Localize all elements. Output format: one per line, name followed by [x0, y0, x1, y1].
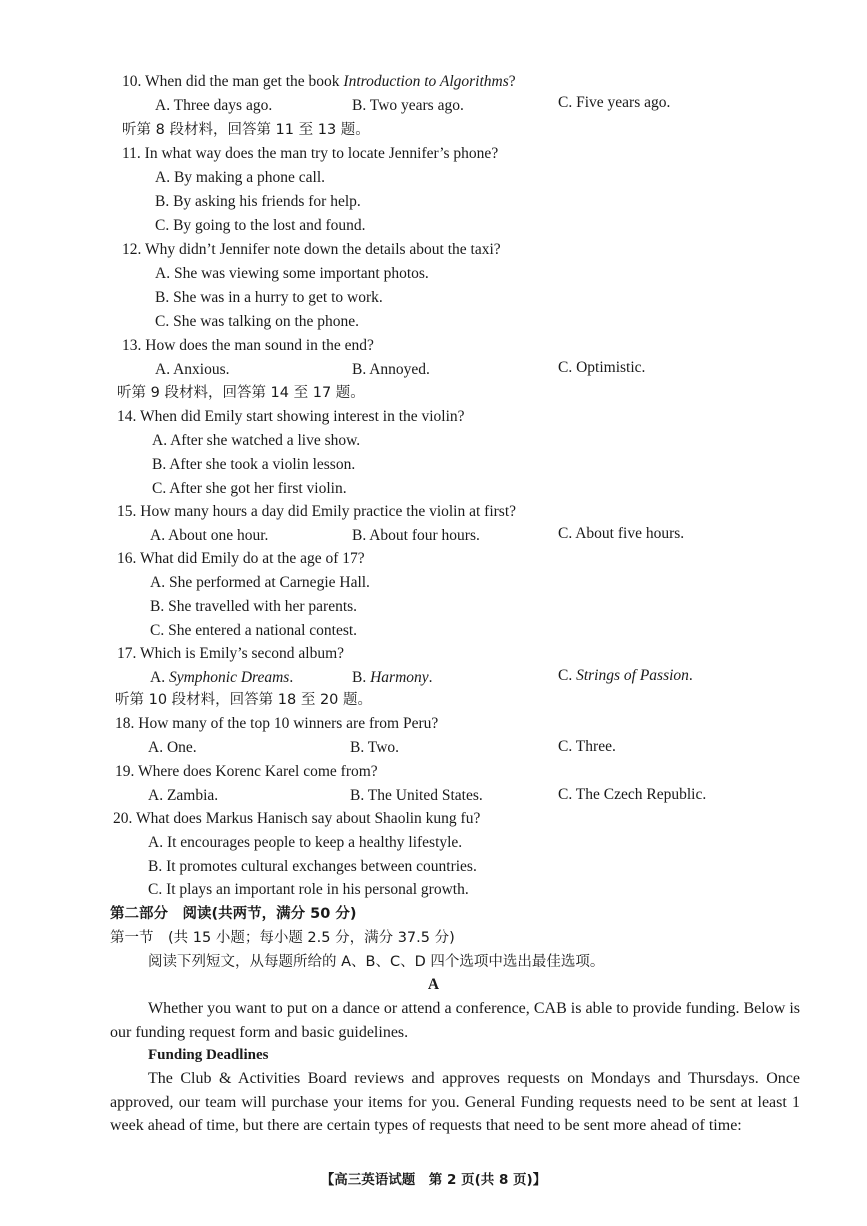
- question-11: 11. In what way does the man try to locate Jennifer’s phone?: [122, 145, 499, 162]
- q20-option-a: A. It encourages people to keep a healthy lifestyle.: [148, 834, 463, 851]
- q17-option-c: [558, 666, 693, 686]
- q16-option-c: C. She entered a national contest.: [150, 622, 358, 639]
- q15-option-a: A. About one hour.: [150, 527, 269, 544]
- q15-option-c: C. About five hours.: [558, 525, 685, 542]
- q19-option-b: B. The United States.: [350, 787, 483, 804]
- q10-option-a: A. Three days ago.: [155, 97, 273, 114]
- section-9-instruction: 听第 9 段材料，回答第 14 至 17 题。: [117, 385, 365, 401]
- passage-paragraph-2: The Club & Activities Board reviews and approves requests on Mondays and Thursdays. Once approved, our team will purchase your items for you. General Funding requests need to be sent at least 1 week ahead of time, but there are certain types of requests that need to be sent more ahead of time:: [110, 1070, 800, 1134]
- q17-option-a: [150, 668, 293, 688]
- option-end: .: [289, 669, 294, 686]
- question-12: 12. Why didn’t Jennifer note down the details about the taxi?: [122, 241, 501, 258]
- reading-instruction: 阅读下列短文，从每题所给的 A、B、C、D 四个选项中选出最佳选项。: [148, 954, 605, 970]
- section-8-instruction: 听第 8 段材料，回答第 11 至 13 题。: [122, 122, 370, 138]
- book-title: Introduction to Algorithms: [343, 73, 509, 90]
- q19-option-c: C. The Czech Republic.: [558, 786, 707, 803]
- q12-option-a: A. She was viewing some important photos.: [155, 265, 429, 282]
- q13-option-b: B. Annoyed.: [352, 361, 430, 378]
- q14-option-c: C. After she got her first violin.: [152, 480, 347, 497]
- question-17: 17. Which is Emily’s second album?: [117, 645, 345, 662]
- q11-option-c: C. By going to the lost and found.: [155, 217, 366, 234]
- question-text: 10. When did the man get the book: [122, 73, 344, 90]
- q18-option-c: C. Three.: [558, 738, 616, 755]
- question-10: [122, 72, 516, 92]
- q20-option-b: B. It promotes cultural exchanges between countries.: [148, 858, 477, 875]
- page-footer: 【高三英语试题 第 2 页(共 8 页)】: [320, 1172, 547, 1188]
- passage-label: A: [427, 976, 440, 993]
- question-19: 19. Where does Korenc Karel come from?: [115, 763, 378, 780]
- question-end: ?: [508, 73, 516, 90]
- q14-option-b: B. After she took a violin lesson.: [152, 456, 356, 473]
- option-letter: A.: [150, 669, 169, 686]
- question-13: 13. How does the man sound in the end?: [122, 337, 374, 354]
- section-10-instruction: 听第 10 段材料，回答第 18 至 20 题。: [115, 692, 373, 708]
- question-15: 15. How many hours a day did Emily practice the violin at first?: [117, 503, 517, 520]
- q12-option-b: B. She was in a hurry to get to work.: [155, 289, 383, 306]
- album-title: Symphonic Dreams: [168, 669, 290, 686]
- section-1-heading: 第一节 (共 15 小题；每小题 2.5 分，满分 37.5 分): [110, 930, 455, 946]
- passage-paragraph-1: Whether you want to put on a dance or attend a conference, CAB is able to provide funding. Below is our funding request form and basic guidelines.: [110, 1000, 800, 1041]
- funding-deadlines-heading: Funding Deadlines: [148, 1047, 269, 1063]
- q14-option-a: A. After she watched a live show.: [152, 432, 361, 449]
- q16-option-b: B. She travelled with her parents.: [150, 598, 358, 615]
- q18-option-a: A. One.: [148, 739, 197, 756]
- album-title: Harmony: [370, 669, 429, 686]
- q20-option-c: C. It plays an important role in his personal growth.: [148, 881, 469, 898]
- part-2-heading: 第二部分 阅读(共两节，满分 50 分): [110, 906, 357, 922]
- q15-option-b: B. About four hours.: [352, 527, 480, 544]
- q16-option-a: A. She performed at Carnegie Hall.: [150, 574, 370, 591]
- option-end: .: [688, 667, 693, 684]
- q13-option-a: A. Anxious.: [155, 361, 230, 378]
- album-title: Strings of Passion: [576, 667, 689, 684]
- q13-option-c: C. Optimistic.: [558, 359, 646, 376]
- option-letter: C.: [558, 667, 577, 684]
- question-16: 16. What did Emily do at the age of 17?: [117, 550, 365, 567]
- q18-option-b: B. Two.: [350, 739, 400, 756]
- option-letter: B.: [352, 669, 371, 686]
- q17-option-b: [352, 668, 433, 688]
- question-14: 14. When did Emily start showing interest in the violin?: [117, 408, 465, 425]
- q11-option-b: B. By asking his friends for help.: [155, 193, 361, 210]
- q12-option-c: C. She was talking on the phone.: [155, 313, 360, 330]
- question-20: 20. What does Markus Hanisch say about Shaolin kung fu?: [113, 810, 481, 827]
- q11-option-a: A. By making a phone call.: [155, 169, 326, 186]
- q10-option-b: B. Two years ago.: [352, 97, 464, 114]
- option-end: .: [428, 669, 433, 686]
- q10-option-c: C. Five years ago.: [558, 94, 671, 111]
- q19-option-a: A. Zambia.: [148, 787, 219, 804]
- question-18: 18. How many of the top 10 winners are from Peru?: [115, 715, 439, 732]
